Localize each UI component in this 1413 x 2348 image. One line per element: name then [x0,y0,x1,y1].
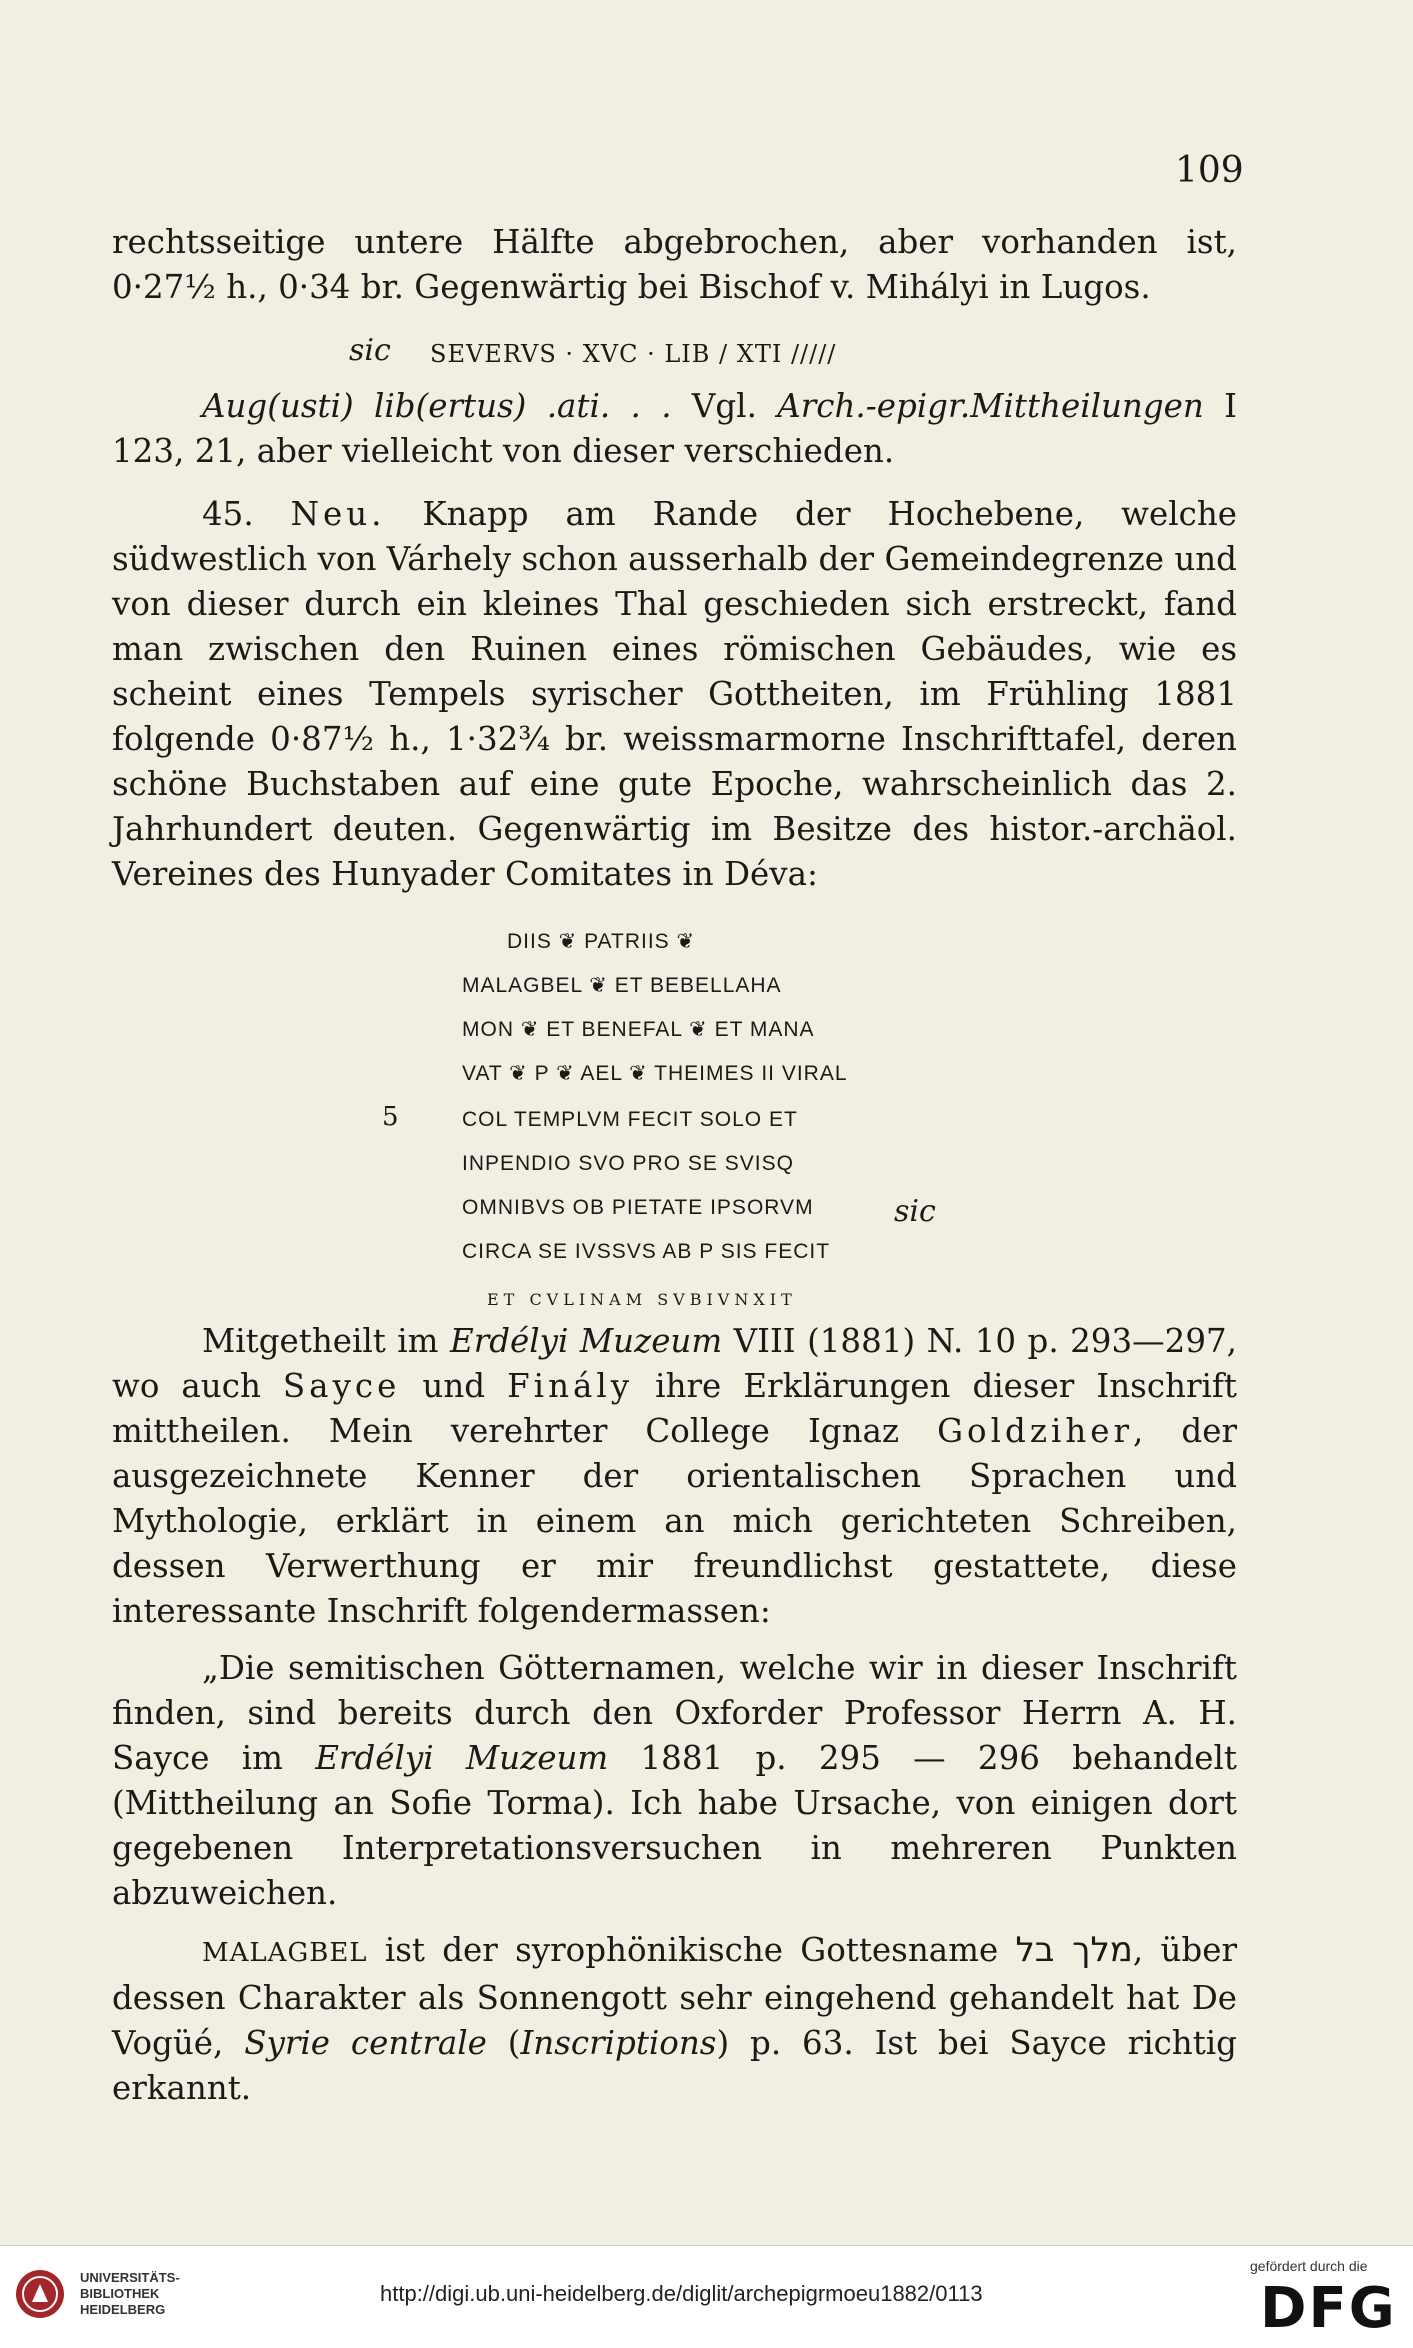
inscription-fragment-text: SEVERVS · XVC · LIB / XTI ///// [430,340,837,368]
reading-italic: Aug(usti) lib(ertus) .ati. . . [202,387,672,425]
text-run: , über dessen Charakter als Sonnengott sehr eingehend gehandelt hat De Vogüé, [112,1931,1238,2062]
inscription-fragment [112,328,1237,380]
reading-mid: Vgl. [671,387,778,425]
text-run: 1881 p. 295 — 296 behandelt (Mittheilung an Sofie Torma). Ich habe Ursache, von einigen dort gegebenen Interpretationsversuchen in mehreren Punkten abzuweichen. [112,1739,1237,1912]
name-sayce: Sayce [282,1367,401,1405]
university-seal-icon [14,2268,66,2320]
reading-rest: I 123, 21, aber vielleicht von dieser verschieden. [112,387,1238,470]
funding-note: gefördert durch die [1250,2258,1368,2274]
institution-name [80,2270,180,2318]
text-run: VIII (1881) N. 10 p. 293—297, wo auch [112,1322,1238,1405]
line-number: 5 [382,1102,399,1132]
name-finaly: Finály [507,1367,634,1405]
inscription-line: ET CVLINAM SVBIVNXIT [487,1290,797,1309]
paragraph-5 [112,1646,1237,1916]
journal-title: Arch.-epigr.Mittheilungen [777,387,1204,425]
book-title: Syrie centrale [244,2024,487,2062]
text-run: , der ausgezeichnete Kenner der orientalischen Sprachen und Mythologie, erklärt in einem an mich gerichteten Schreiben, dessen Verwerthung er mir freundlichst gestattete, diese interessante Inschrift folgendermassen: [112,1412,1237,1630]
paragraph-3 [112,492,1237,897]
inscription-line: MALAGBEL ❦ ET BEBELLAHA [462,974,782,997]
text-run: „Die semitischen Götternamen, welche wir in dieser Inschrift finden, sind bereits durch den Oxforder Professor Herrn A. H. Sayce im [112,1649,1237,1777]
inscription-line: CIRCA SE IVSSVS AB P SIS FECIT [462,1240,831,1263]
entry-number: 45. [202,495,254,533]
page-number: 109 [1175,150,1244,191]
text-run: ) p. 63. Ist bei Sayce richtig erkannt. [112,2024,1237,2107]
institution-line: HEIDELBERG [80,2302,166,2317]
inscription-line: MON ❦ ET BENEFAL ❦ ET MANA [462,1018,815,1041]
sic-note: sic [349,333,391,368]
inscription-block [112,919,1237,1319]
dfg-logo: DFG [1260,2276,1397,2341]
source-url-link[interactable]: http://digi.ub.uni-heidelberg.de/diglit/archepigrmoeu1882/0113 [380,2281,983,2306]
inscription-line: INPENDIO SVO PRO SE SVISQ [462,1152,794,1175]
paragraph-1: rechtsseitige untere Hälfte abgebrochen, aber vorhanden ist, 0·27½ h., 0·34 br. Gegenwärtig bei Bischof v. Mihályi in Lugos. [112,223,1237,306]
text-run: ihre Erklärungen dieser Inschrift mittheilen. Mein verehrter College Ignaz [112,1367,1237,1450]
paragraph-6 [112,1928,1237,2111]
inscription-line: OMNIBVS OB PIETATE IPSORVM [462,1196,814,1219]
inscription-line: DIIS ❦ PATRIIS ❦ [507,930,696,953]
digitization-footer [0,2245,1413,2348]
book-subtitle: Inscriptions [520,2024,717,2062]
text-run: Mitgetheilt im [202,1322,450,1360]
institution-line: BIBLIOTHEK [80,2286,160,2301]
journal-title: Erdélyi Muzeum [449,1322,723,1360]
entry-text: Knapp am Rande der Hochebene, welche südwestlich von Várhely schon ausserhalb der Gemeindegrenze und von dieser durch ein kleines Thal geschieden sich erstreckt, fand man zwischen den Ruinen eines römischen Gebäudes, wie es scheint eines Tempels syrischer Gottheiten, im Frühling 1881 folgende 0·87½ h., 1·32¾ br. weissmarmorne Inschrifttafel, deren schöne Buchstaben auf eine gute Epoche, wahrscheinlich das 2. Jahrhundert deuten. Gegenwärtig im Besitze des histor.-archäol. Vereines des Hunyader Comitates in Déva: [112,495,1237,893]
institution-line: UNIVERSITÄTS- [80,2270,180,2285]
body-text [112,220,1237,2111]
text-run: und [400,1367,508,1405]
hebrew-name: מלך בל [1015,1930,1133,1970]
inscription-line: VAT ❦ P ❦ AEL ❦ THEIMES II VIRAL [462,1062,848,1085]
sic-note: sic [894,1194,936,1229]
text-run: ist der syrophönikische Gottesname [367,1931,1016,1969]
inscription-line: COL TEMPLVM FECIT SOLO ET [462,1108,798,1131]
deity-name: MALAGBEL [202,1938,368,1968]
text-run: ( [486,2024,521,2062]
paragraph-2 [112,384,1237,474]
name-goldziher: Goldziher [937,1412,1134,1450]
journal-title: Erdélyi Muzeum [315,1739,609,1777]
paragraph-4 [112,1319,1237,1634]
entry-label: Neu. [290,495,386,533]
